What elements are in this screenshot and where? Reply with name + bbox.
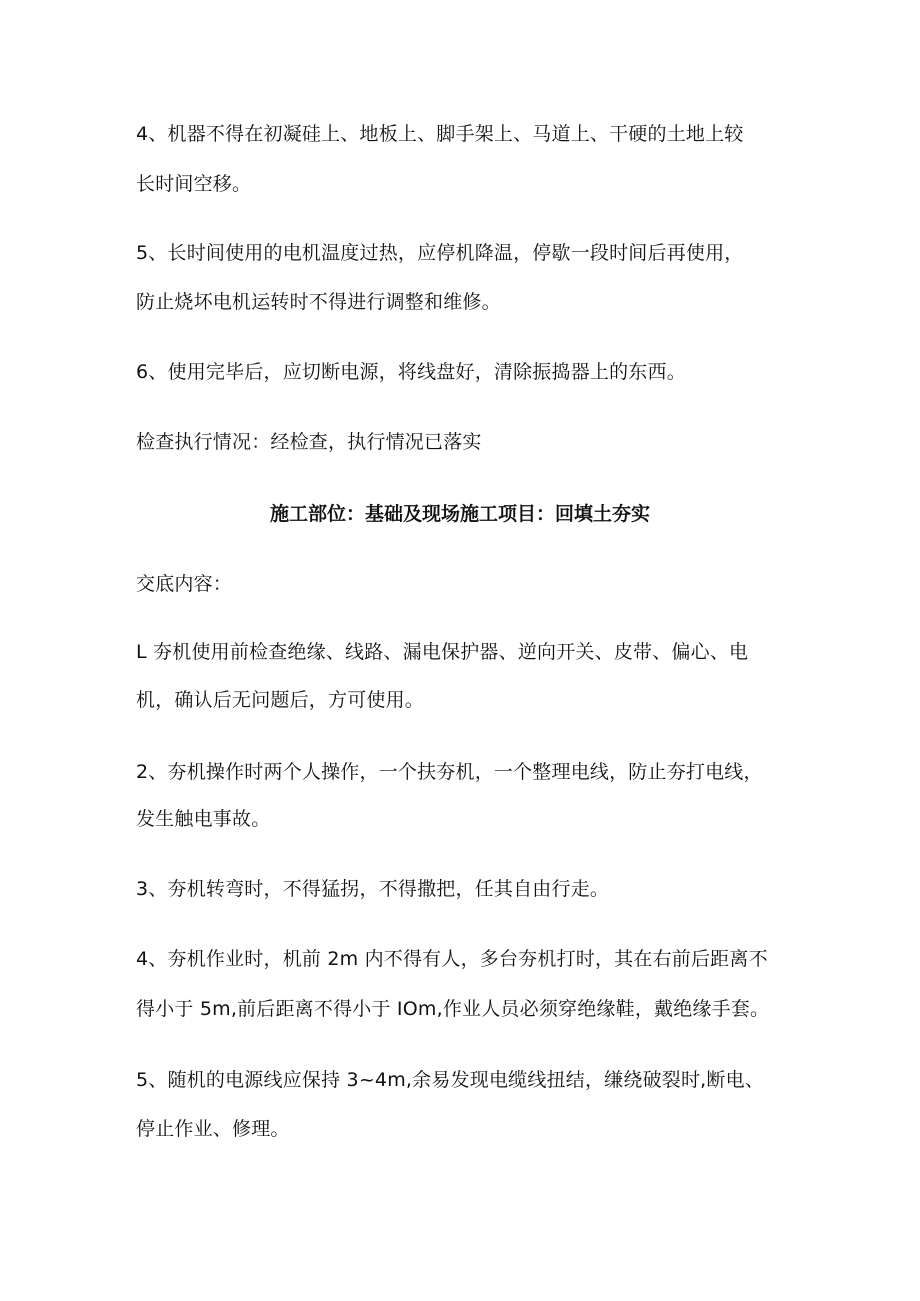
rule-5-line2: 停止作业、修理。 (136, 1118, 290, 1140)
rule-1-line2: 机，确认后无问题后，方可使用。 (136, 689, 425, 711)
item4-line1: 4、机器不得在初凝硅上、地板上、脚手架上、马道上、干硬的土地上较 (136, 123, 744, 145)
rule-1-line1: L 夯机使用前检查绝缘、线路、漏电保护器、逆向开关、皮带、偏心、电 (136, 641, 749, 663)
item5-line1: 5、长时间使用的电机温度过热，应停机降温，停歇一段时间后再使用， (136, 242, 744, 264)
section-heading: 施工部位：基础及现场施工项目：回填土夯实 (269, 503, 650, 525)
rule-2-line1: 2、夯机操作时两个人操作，一个扶夯机，一个整理电线，防止夯打电线， (136, 761, 763, 783)
rule-5-line1: 5、随机的电源线应保持 3~4m,余易发现电缆线扭结，缣绕破裂时,断电、 (136, 1069, 765, 1091)
item4-line2: 长时间空移。 (136, 173, 252, 195)
rule-4-line2: 得小于 5m,前后距离不得小于 IOm,作业人员必须穿绝缘鞋，戴绝缘手套。 (136, 998, 770, 1020)
rule-3-line1: 3、夯机转弯时，不得猛拐，不得撒把，任其自由行走。 (136, 878, 610, 900)
rule-4-line1: 4、夯机作业时，机前 2m 内不得有人，多台夯机打时，其在右前后距离不 (136, 948, 768, 970)
inspection-status: 检查执行情况：经检查，执行情况已落实 (136, 431, 482, 453)
rule-2-line2: 发生触电事故。 (136, 808, 271, 830)
item6-line1: 6、使用完毕后，应切断电源，将线盘好，清除振捣器上的东西。 (136, 361, 686, 383)
disclosure-label: 交底内容： (136, 573, 233, 595)
item5-line2: 防止烧坏电机运转时不得进行调整和维修。 (136, 291, 501, 313)
